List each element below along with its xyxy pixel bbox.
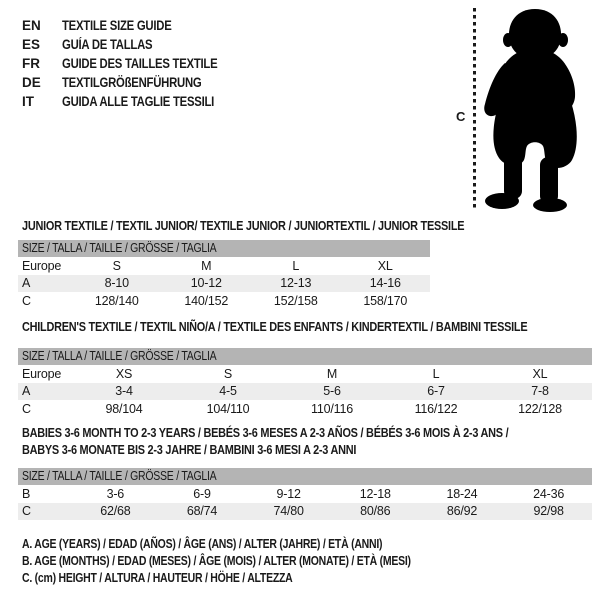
size-header-label: SIZE / TALLA / TAILLE / GRÖSSE / TAGLIA bbox=[22, 241, 217, 255]
size-cell: 12-18 bbox=[359, 486, 391, 501]
size-cell: M bbox=[326, 366, 338, 381]
table-title-text: BABIES 3-6 MONTH TO 2-3 YEARS / BEBÉS 3-6 MESES A 2-3 AÑOS / BÉBÉS 3-6 MOIS À 2-3 ANS / bbox=[22, 425, 509, 440]
table-title bbox=[18, 424, 592, 458]
size-grid bbox=[18, 365, 592, 418]
language-label: GUÍA DE TALLAS bbox=[62, 37, 153, 52]
size-cell: 116/122 bbox=[414, 401, 458, 416]
footnote-text: A. AGE (YEARS) / EDAD (AÑOS) / ÂGE (ANS) / ALTER (JAHRE) / ETÀ (ANNI) bbox=[22, 537, 383, 551]
size-cell: 3-4 bbox=[115, 384, 133, 399]
size-table-babies-textile bbox=[18, 424, 592, 520]
table-title-line bbox=[22, 217, 465, 234]
table-row bbox=[18, 503, 592, 521]
language-row bbox=[22, 16, 247, 35]
language-code: DE bbox=[22, 75, 41, 90]
size-cell: 4-5 bbox=[219, 384, 237, 399]
row-label: B bbox=[22, 486, 31, 501]
size-cell: 7-8 bbox=[531, 384, 549, 399]
size-cell: 12-13 bbox=[280, 276, 312, 291]
height-dashed-line bbox=[473, 8, 476, 210]
table-title bbox=[18, 318, 592, 335]
row-label: C bbox=[22, 504, 31, 519]
size-header-label: SIZE / TALLA / TAILLE / GRÖSSE / TAGLIA bbox=[22, 349, 217, 363]
language-code: ES bbox=[22, 37, 41, 52]
size-cell: M bbox=[201, 258, 212, 273]
table-title-text: BABYS 3-6 MONATE BIS 2-3 JAHRE / BAMBINI 3-6 MESI A 2-3 ANNI bbox=[22, 442, 357, 457]
size-cell: L bbox=[292, 258, 300, 273]
size-cell: 3-6 bbox=[106, 486, 125, 501]
size-cell: 152/158 bbox=[273, 293, 318, 308]
size-cell: 18-24 bbox=[446, 486, 478, 501]
size-cell: 86/92 bbox=[446, 504, 478, 519]
table-title bbox=[18, 217, 465, 234]
size-cell: XL bbox=[377, 258, 393, 273]
table-row bbox=[18, 292, 430, 310]
footnote-line bbox=[22, 570, 485, 587]
language-row bbox=[22, 92, 247, 111]
language-row bbox=[22, 73, 247, 92]
size-cell: 6-9 bbox=[193, 486, 211, 501]
size-cell: 68/74 bbox=[186, 504, 218, 519]
size-cell: 80/86 bbox=[360, 504, 391, 519]
language-code: FR bbox=[22, 56, 40, 71]
size-cell: 10-12 bbox=[190, 276, 222, 291]
table-title-line bbox=[22, 424, 592, 441]
size-cell: L bbox=[432, 366, 440, 381]
size-cell: S bbox=[223, 366, 233, 381]
language-label: GUIDE DES TAILLES TEXTILE bbox=[62, 56, 218, 71]
language-label: GUIDA ALLE TAGLIE TESSILI bbox=[62, 94, 215, 109]
size-grid bbox=[18, 485, 592, 520]
table-row bbox=[18, 485, 592, 503]
row-label: C bbox=[22, 401, 31, 416]
size-cell: 92/98 bbox=[533, 504, 564, 519]
footnote-text: C. (cm) HEIGHT / ALTURA / HAUTEUR / HÖHE / ALTEZZA bbox=[22, 571, 293, 585]
table-row bbox=[18, 383, 592, 401]
table-row bbox=[18, 365, 592, 383]
size-header-label: SIZE / TALLA / TAILLE / GRÖSSE / TAGLIA bbox=[22, 469, 217, 483]
size-cell: 6-7 bbox=[427, 384, 445, 399]
size-table-junior-textile bbox=[18, 217, 465, 310]
footnote-line bbox=[22, 553, 485, 570]
size-cell: 5-6 bbox=[323, 384, 341, 399]
size-cell: 9-12 bbox=[276, 486, 301, 501]
language-label: TEXTILGRÖßENFÜHRUNG bbox=[62, 75, 202, 90]
language-row bbox=[22, 54, 247, 73]
size-cell: 158/170 bbox=[363, 293, 408, 308]
size-cell: XS bbox=[115, 366, 133, 381]
size-cell: 74/80 bbox=[273, 504, 304, 519]
size-header-bar bbox=[18, 468, 592, 485]
row-label: C bbox=[22, 293, 31, 308]
table-title-line bbox=[22, 318, 592, 335]
height-measure-label: C bbox=[456, 109, 466, 124]
size-cell: 128/140 bbox=[94, 293, 139, 308]
size-cell: 140/152 bbox=[184, 293, 229, 308]
table-title-line bbox=[22, 441, 592, 458]
table-row bbox=[18, 400, 592, 418]
size-cell: XL bbox=[532, 366, 548, 381]
row-label: A bbox=[22, 276, 31, 291]
table-title-text: JUNIOR TEXTILE / TEXTIL JUNIOR/ TEXTILE JUNIOR / JUNIORTEXTIL / JUNIOR TESSILE bbox=[22, 218, 465, 233]
footnote-line bbox=[22, 536, 485, 553]
footnote-text: B. AGE (MONTHS) / EDAD (MESES) / ÂGE (MOIS) / ALTER (MONATE) / ETÀ (MESI) bbox=[22, 554, 411, 568]
language-row bbox=[22, 35, 247, 54]
row-label: Europe bbox=[22, 258, 62, 273]
language-guide-list bbox=[22, 16, 247, 111]
size-header-bar bbox=[18, 348, 592, 365]
language-label: TEXTILE SIZE GUIDE bbox=[62, 18, 172, 33]
toddler-silhouette-shape bbox=[484, 9, 577, 212]
row-label: Europe bbox=[22, 366, 62, 381]
size-cell: 122/128 bbox=[518, 401, 562, 416]
size-header-bar bbox=[18, 240, 430, 257]
size-cell: S bbox=[112, 258, 121, 273]
size-cell: 8-10 bbox=[104, 276, 129, 291]
table-row bbox=[18, 257, 430, 275]
size-cell: 14-16 bbox=[369, 276, 401, 291]
table-row bbox=[18, 275, 430, 293]
language-code: IT bbox=[22, 94, 34, 109]
size-cell: 104/110 bbox=[206, 401, 250, 416]
size-cell: 62/68 bbox=[100, 504, 131, 519]
table-title-text: CHILDREN'S TEXTILE / TEXTIL NIÑO/A / TEXTILE DES ENFANTS / KINDERTEXTIL / BAMBINI TESSILE bbox=[22, 319, 528, 334]
size-cell: 24-36 bbox=[533, 486, 565, 501]
size-cell: 110/116 bbox=[311, 401, 353, 416]
toddler-silhouette-image bbox=[479, 8, 592, 212]
size-grid bbox=[18, 257, 430, 310]
row-label: A bbox=[22, 384, 31, 399]
footnotes bbox=[22, 536, 485, 587]
size-cell: 98/104 bbox=[105, 401, 143, 416]
language-code: EN bbox=[22, 18, 41, 33]
size-table-childrens-textile bbox=[18, 318, 592, 418]
